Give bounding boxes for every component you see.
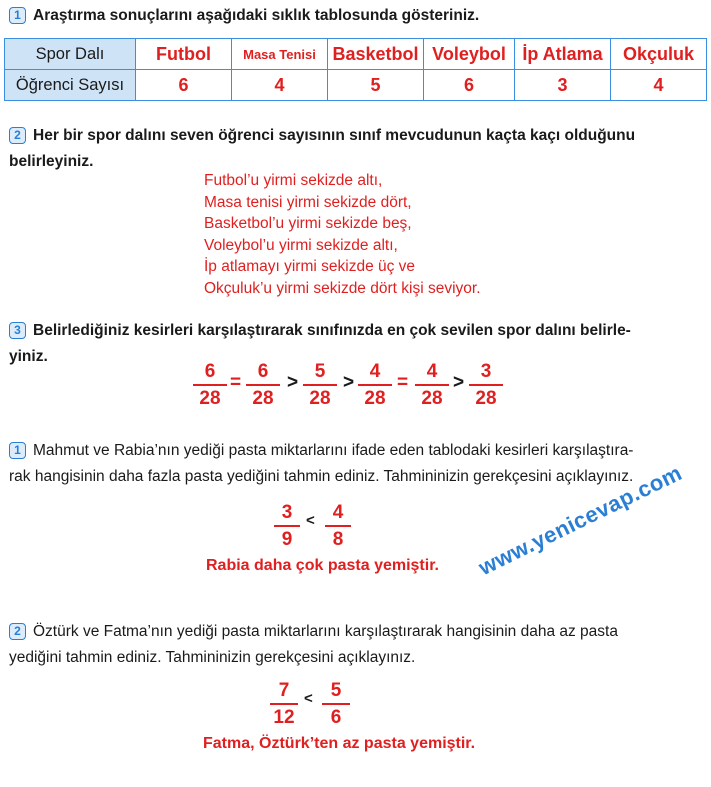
problem-1-line2: rak hangisinin daha fazla pasta yediğini tahmin ediniz. Tahmininizin gerekçesini açıklayınız. [9,468,634,485]
fraction [415,361,449,410]
numerator: 4 [369,361,381,382]
answer-line: Voleybol’u yirmi sekizde altı, [204,236,398,254]
row-header-count: Öğrenci Sayısı [5,70,136,101]
question-number-badge: 1 [9,7,26,24]
numerator: 6 [204,361,216,382]
denominator: 9 [281,529,293,550]
numerator: 7 [278,680,290,701]
sport-cell: İp Atlama [515,39,611,70]
sport-cell: Futbol [136,39,232,70]
question-number-badge: 2 [9,127,26,144]
row-header-sport: Spor Dalı [5,39,136,70]
table-row-counts [5,70,707,101]
denominator: 28 [252,388,274,409]
operator: < [304,690,313,707]
numerator: 5 [314,361,326,382]
fraction [303,361,337,410]
fraction [246,361,280,410]
sport-cell: Basketbol [328,39,424,70]
question-3-line1: Belirlediğiniz kesirleri karşılaştırarak sınıfınızda en çok sevilen spor dalını belirle- [33,322,631,339]
answer-line: İp atlamayı yirmi sekizde üç ve [204,258,416,275]
operator: = [230,372,242,393]
denominator: 8 [332,529,344,550]
fraction [270,680,298,729]
fraction [469,361,503,410]
denominator: 28 [309,388,331,409]
question-2-line1: Her bir spor dalını seven öğrenci sayısının sınıf mevcudunun kaçta kaçı olduğunu [33,127,636,144]
question-number-badge: 2 [9,623,26,640]
question-1-text: Araştırma sonuçlarını aşağıdaki sıklık tablosunda gösteriniz. [33,7,480,24]
problem-2-conclusion: Fatma, Öztürk’ten az pasta yemiştir. [203,735,476,752]
operator: = [397,372,409,393]
numerator: 4 [426,361,438,382]
fraction [358,361,392,410]
sport-cell: Masa Tenisi [232,39,328,70]
operator: > [287,372,299,393]
count-cell: 5 [328,70,424,101]
count-cell: 4 [611,70,707,101]
numerator: 3 [281,502,293,523]
denominator: 28 [364,388,386,409]
numerator: 4 [332,502,344,523]
table-row-sports [5,39,707,70]
question-2-answer [204,170,481,299]
sport-cell: Okçuluk [611,39,707,70]
numerator: 5 [330,680,342,701]
operator: > [453,372,465,393]
denominator: 28 [421,388,443,409]
answer-line: Okçuluk’u yirmi sekizde dört kişi seviyor. [204,279,481,297]
numerator: 6 [257,361,269,382]
answer-line: Basketbol’u yirmi sekizde beş, [204,215,412,232]
answer-line: Masa tenisi yirmi sekizde dört, [204,193,412,211]
fraction [274,502,300,551]
fraction [325,502,351,551]
problem-2-line1: Öztürk ve Fatma’nın yediği pasta miktarlarını karşılaştırarak hangisinin daha az pasta [33,623,618,640]
denominator: 6 [330,707,342,728]
denominator: 28 [475,388,497,409]
count-cell: 4 [232,70,328,101]
numerator: 3 [480,361,492,382]
fraction [322,680,350,729]
question-2-line2: belirleyiniz. [9,153,94,170]
denominator: 28 [199,388,221,409]
watermark-text: www.yenicevap.com [474,459,686,581]
problem-2-line2: yediğini tahmin ediniz. Tahmininizin gerekçesini açıklayınız. [9,649,416,666]
sport-cell: Voleybol [424,39,515,70]
problem-1-line1: Mahmut ve Rabia’nın yediği pasta miktarlarını ifade eden tablodaki kesirleri karşılaştıra- [33,442,634,459]
problem-1-conclusion: Rabia daha çok pasta yemiştir. [206,557,439,574]
operator: > [343,372,355,393]
denominator: 12 [273,707,295,728]
question-number-badge: 1 [9,442,26,459]
frequency-table [4,38,707,101]
question-3-line2: yiniz. [9,348,48,365]
answer-line: Futbol’u yirmi sekizde altı, [204,172,383,189]
question-number-badge: 3 [9,322,26,339]
operator: < [306,512,315,529]
fraction [193,361,227,410]
count-cell: 3 [515,70,611,101]
count-cell: 6 [136,70,232,101]
count-cell: 6 [424,70,515,101]
